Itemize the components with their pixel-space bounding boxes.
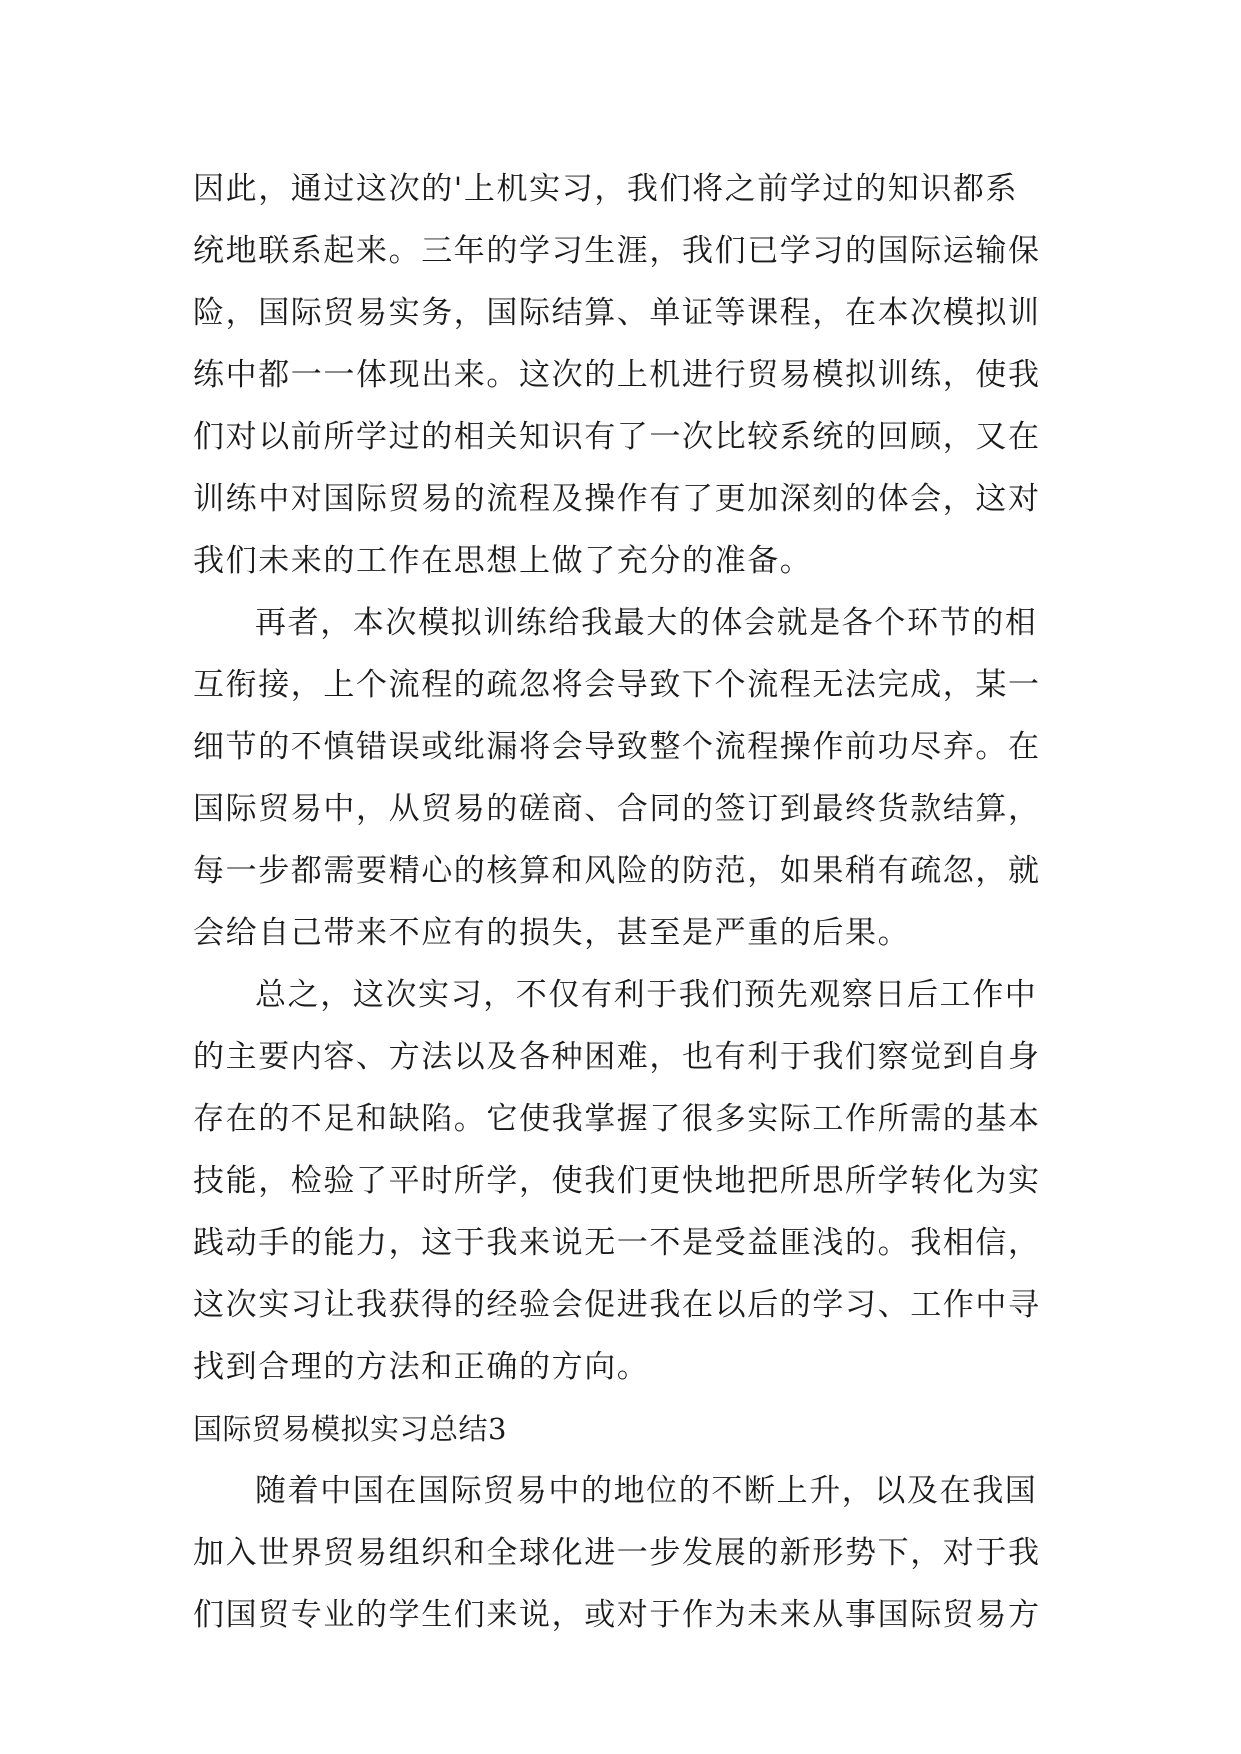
text-line: 技能，检验了平时所学，使我们更快地把所思所学转化为实	[193, 1163, 1041, 1199]
document-body	[193, 158, 1053, 1646]
text-line: 统地联系起来。三年的学习生涯，我们已学习的国际运输保	[193, 233, 1041, 269]
text-line: 践动手的能力，这于我来说无一不是受益匪浅的。我相信，	[193, 1225, 1041, 1261]
text-line: 们对以前所学过的相关知识有了一次比较系统的回顾，又在	[193, 419, 1041, 455]
text-line: 每一步都需要精心的核算和风险的防范，如果稍有疏忽，就	[193, 853, 1041, 889]
text-line: 细节的不慎错误或纰漏将会导致整个流程操作前功尽弃。在	[193, 729, 1041, 765]
text-line: 的主要内容、方法以及各种困难，也有利于我们察觉到自身	[193, 1039, 1041, 1075]
paragraph-furthermore	[193, 592, 1053, 964]
text-line: 因此，通过这次的'上机实习，我们将之前学过的知识都系	[193, 171, 1019, 207]
text-line: 存在的不足和缺陷。它使我掌握了很多实际工作所需的基本	[193, 1101, 1041, 1137]
text-line: 找到合理的方法和正确的方向。	[193, 1349, 650, 1385]
text-line: 再者，本次模拟训练给我最大的体会就是各个环节的相	[255, 605, 1038, 641]
paragraph-conclusion	[193, 158, 1053, 592]
text-line: 练中都一一体现出来。这次的上机进行贸易模拟训练，使我	[193, 357, 1041, 393]
text-line: 们国贸专业的学生们来说，或对于作为未来从事国际贸易方	[193, 1597, 1041, 1633]
text-line: 总之，这次实习，不仅有利于我们预先观察日后工作中	[255, 977, 1038, 1013]
text-line: 险，国际贸易实务，国际结算、单证等课程，在本次模拟训	[193, 295, 1041, 331]
text-line: 会给自己带来不应有的损失，甚至是严重的后果。	[193, 915, 911, 951]
text-line: 我们未来的工作在思想上做了充分的准备。	[193, 543, 813, 579]
text-line: 加入世界贸易组织和全球化进一步发展的新形势下，对于我	[193, 1535, 1041, 1571]
text-line: 这次实习让我获得的经验会促进我在以后的学习、工作中寻	[193, 1287, 1041, 1323]
text-line: 国际贸易中，从贸易的磋商、合同的签订到最终货款结算，	[193, 791, 1041, 827]
section-heading: 国际贸易模拟实习总结3	[193, 1412, 507, 1446]
text-line: 互衔接，上个流程的疏忽将会导致下个流程无法完成，某一	[193, 667, 1041, 703]
text-line: 训练中对国际贸易的流程及操作有了更加深刻的体会，这对	[193, 481, 1041, 517]
paragraph-introduction	[193, 1460, 1053, 1646]
text-line: 随着中国在国际贸易中的地位的不断上升，以及在我国	[255, 1473, 1038, 1509]
paragraph-in-summary	[193, 964, 1053, 1398]
